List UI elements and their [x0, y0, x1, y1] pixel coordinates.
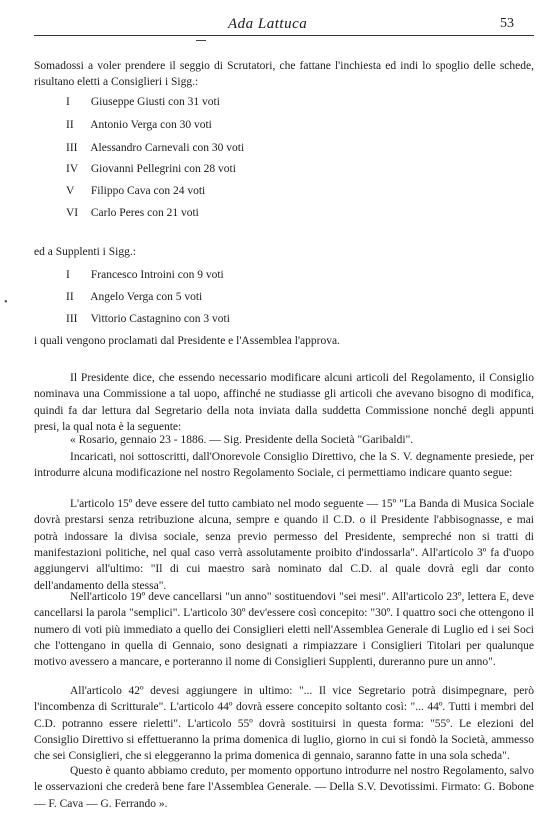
list-item: Vittorio Castagnino con 3 voti [90, 313, 230, 325]
supplenti-intro: ed a Supplenti i Sigg.: [34, 246, 136, 258]
president-paragraph: Il Presidente dice, che essendo necessario modificare alcuni articoli del Regolamento, il Consiglio nominava una Commissione a tal uopo, affinché ne studiasse gli articoli che avevano bisogno di modifica, quindi fa dar lettura dal Segretario della nota inviata dalla suddetta Commissione nonché degli appunti presi, la qual nota è la seguente: [34, 372, 534, 433]
letter-paragraph: Incaricati, noi sottoscritti, dall'Onorevole Consiglio Direttivo, che la S. V. degnamente presiede, per introdurre alcuna modificazione nel nostro Regolamento Sociale, ci permettiamo indicare quanto segue: [34, 451, 534, 480]
rule-mark [196, 40, 206, 41]
consigliere-row [66, 140, 244, 156]
intro-paragraph: Somadossi a voler prendere il seggio di Scrutatori, che fattane l'inchiesta ed indi lo spoglio delle schede, risultano eletti a Consiglieri i Sigg.: [34, 60, 534, 89]
supplente-row [66, 311, 230, 327]
consigliere-row [66, 205, 199, 221]
letter-heading: « Rosario, gennaio 23 - 1886. — Sig. Presidente della Società "Garibaldi". [70, 434, 414, 446]
letter-paragraph: L'articolo 15º deve essere del tutto cambiato nel modo seguente — 15º "La Banda di Musica Sociale dovrà prestarsi senza retribuzione alcuna, sempre e quando il C.D. o il Presidente l'abbisognasse, e mai potrà indossare la divisa sociale, senza previo permesso del Presidente, sempreché non si tratti di manifestazioni politiche, nel qual caso verrà assolutamente proibito d'indossarla". All'articolo 3º fa d'uopo aggiungervi all'ultimo: "Il di cui maestro sarà nominato dal C.D. al quale dovrà egli dar conto dell'andamento della stessa". [34, 498, 534, 592]
list-item: Giovanni Pellegrini con 28 voti [90, 163, 236, 175]
running-title: Ada Lattuca [228, 16, 308, 32]
proclamation-line: i quali vengono proclamati dal Presidente e l'Assemblea l'approva. [34, 335, 340, 347]
list-numeral: II [66, 291, 74, 303]
consigliere-row [66, 183, 205, 199]
list-item: Francesco Introini con 9 voti [90, 269, 224, 281]
list-numeral: III [66, 313, 78, 325]
letter-paragraph: Questo è quanto abbiamo creduto, per momento opportuno introdurre nel nostro Regolamento, salvo le osservazioni che crederà bene fare l'Assemblea Generale. — Della S.V. Devotissimi. Firmato: G. Bobone — F. Cava — G. Ferrando ». [34, 765, 534, 810]
list-item: Antonio Verga con 30 voti [90, 119, 212, 131]
list-item: Angelo Verga con 5 voti [90, 291, 203, 303]
page-number: 53 [500, 16, 514, 31]
list-numeral: VI [66, 207, 79, 219]
margin-dot: • [4, 297, 8, 308]
list-numeral: I [66, 96, 70, 108]
consigliere-row [66, 161, 236, 177]
supplente-row [66, 289, 202, 305]
list-numeral: III [66, 142, 78, 154]
supplente-row [66, 267, 224, 283]
list-numeral: IV [66, 163, 79, 175]
list-numeral: V [66, 185, 75, 197]
letter-paragraph: Nell'articolo 19º deve cancellarsi "un anno" sostituendovi "sei mesi". All'articolo 23º, lettera E, deve cancellarsi la parola "semplici". L'articolo 30º dev'essere così concepito: "30º. I quattro soci che ottengono il numero di voti più immediato a quello dei Consiglieri eletti nell'Assemblea Generale di Luglio ed i sei Soci che l'ottengano in quella di Gennaio, sono designati a rimpiazzare i Consiglieri Titolari per qualunque motivo avessero a mancare, e porteranno il nome di Consiglieri Supplenti, dureranno pure un anno". [34, 591, 534, 669]
page-header [0, 14, 550, 32]
list-numeral: II [66, 119, 74, 131]
consigliere-row [66, 117, 212, 133]
header-rule [34, 35, 534, 36]
list-item: Alessandro Carnevali con 30 voti [90, 142, 245, 154]
consigliere-row [66, 94, 220, 110]
list-item: Carlo Peres con 21 voti [90, 207, 199, 219]
letter-paragraph: All'articolo 42º devesi aggiungere in ultimo: "... Il vice Segretario potrà disimpegnare, però l'incombenza di Scritturale". L'articolo 44º dovrà essere concepito soltanto così: "... 44º. Tutti i membri del C.D. potranno essere rieletti". L'articolo 55º dovrà sostituirsi in questa forma: "55º. Le elezioni del Consiglio Direttivo si effettueranno la prima domenica di luglio, giorno in cui si fondò la Società, ammesso che sei Consiglieri, che si eleggeranno la prima domenica di gennaio, saranno fatte in una sola scheda". [34, 685, 534, 763]
list-item: Giuseppe Giusti con 31 voti [90, 96, 220, 108]
list-numeral: I [66, 269, 70, 281]
list-item: Filippo Cava con 24 voti [90, 185, 206, 197]
